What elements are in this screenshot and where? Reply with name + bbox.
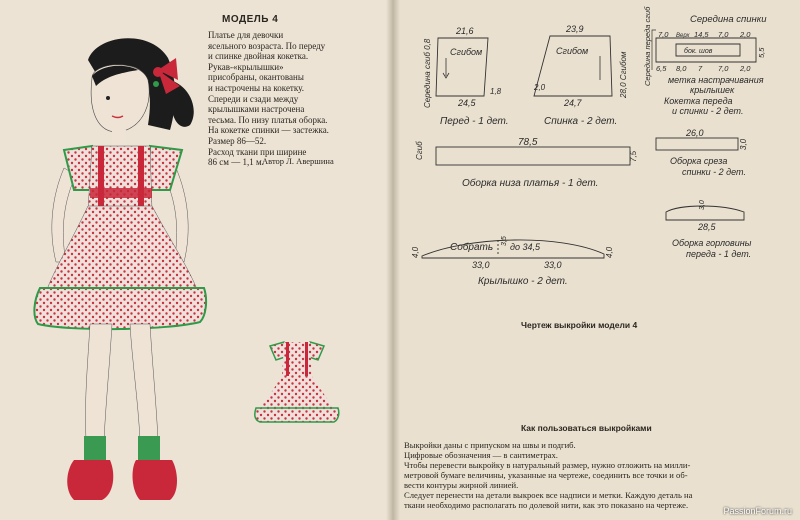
wing-caption: Крылышко - 2 дет. [478, 276, 568, 287]
wing-middle-label: 3,5 [501, 236, 508, 246]
yoke-row3-0: 6,5 [656, 64, 667, 73]
yoke-title: Середина спинки [690, 14, 767, 25]
desc-line: Рукав-«крылышки» [208, 61, 284, 72]
back-ruffle-caption-1: спинки - 2 дет. [682, 167, 746, 177]
howto-line: Выкройки даны с припуском на швы и подгиб. [404, 440, 576, 450]
yoke-row3-3: 7,0 [718, 64, 729, 73]
desc-line: Расход ткани при ширине [208, 146, 307, 157]
wing-left-label: 4,0 [411, 246, 420, 258]
front-grain-label: Сгибом [450, 47, 483, 57]
yoke-row1-3: 7,0 [718, 30, 729, 39]
howto-line: метровой бумаге величины, указанные на чертеже, соединить все точки и об- [404, 470, 688, 480]
desc-line: На кокетке спинки — застежка. [208, 125, 329, 136]
skirt-ruffle-caption: Оборка низа платья - 1 дет. [462, 178, 599, 189]
skirt-ruffle-piece [436, 147, 630, 165]
desc-line: и спинке двойная кокетка. [208, 51, 309, 62]
yoke-row3-1: 8,0 [676, 64, 687, 73]
skirt-ruffle-height: 7,5 [629, 150, 638, 162]
yoke-row2-0: бок. шов [684, 48, 713, 55]
desc-line: крылышками настрочена [208, 104, 305, 115]
desc-line: присобраны, окантованы [208, 72, 304, 83]
howto-line: Цифровые обозначения — в сантиметрах. [404, 450, 558, 460]
back-left-label: 2,0 [534, 83, 546, 92]
desc-line: тесьма. По низу платья оборка. [208, 114, 328, 125]
desc-line: Спереди и сзади между [208, 93, 299, 104]
wing-right-bottom: 33,0 [544, 260, 562, 270]
front-right-label: 1,8 [490, 87, 502, 96]
skirt-ruffle-left-label: Сгиб [415, 141, 424, 160]
front-top-label: 21,6 [456, 26, 474, 36]
skirt-ruffle-length: 78,5 [518, 137, 538, 148]
howto-title: Как пользоваться выкройками [521, 423, 652, 433]
back-ruffle-piece [656, 138, 738, 150]
yoke-caption-3: и спинки - 2 дет. [672, 106, 744, 116]
back-top-label: 23,9 [566, 24, 584, 34]
howto-text [404, 440, 796, 510]
yoke-row1-4: 2,0 [740, 30, 751, 39]
yoke-row3-2: 7 [698, 64, 703, 73]
model-title: МОДЕЛЬ 4 [222, 14, 279, 25]
wing-to-label: до 34,5 [510, 242, 540, 252]
desc-line: 86 см — 1,1 м. [208, 157, 264, 168]
watermark: PassionForum.ru [723, 506, 792, 516]
yoke-caption-0: метка настрачивания [668, 75, 764, 85]
author-credit: Автор Л. Авершина [262, 156, 334, 166]
yoke-caption-2: Кокетка переда [664, 96, 733, 106]
back-grain-label: Сгибом [556, 46, 589, 56]
desc-line: Размер 86—52. [208, 135, 267, 146]
howto-line: вести контуры жирной линией. [404, 480, 519, 490]
neck-ruffle-height: 3,0 [699, 200, 706, 210]
back-right-label: 28,0 Сгибом [619, 51, 628, 98]
howto-line: Чтобы перевести выкройку в натуральный размер, нужно отложить на милли- [404, 460, 691, 470]
back-ruffle-length: 26,0 [686, 128, 704, 138]
yoke-right-label: 5,5 [757, 47, 766, 58]
back-caption: Спинка - 2 дет. [544, 116, 618, 127]
desc-line: Платье для девочки [208, 30, 284, 40]
back-ruffle-height: 3,0 [739, 138, 748, 150]
howto-line: ткани необходимо располагать по долевой нити, как это показано на чертеже. [404, 500, 689, 510]
neck-ruffle-length: 28,5 [698, 222, 716, 232]
pattern-caption: Чертеж выкройки модели 4 [521, 320, 638, 330]
desc-line: и настрочены на кокетку. [208, 82, 304, 93]
front-caption: Перед - 1 дет. [440, 116, 509, 127]
neck-ruffle-caption-0: Оборка горловины [672, 238, 752, 248]
yoke-row1-2: 14,5 [694, 30, 709, 39]
front-left-label: Середина сгиб 0,8 [423, 38, 432, 108]
yoke-row3-4: 2,0 [740, 64, 751, 73]
back-bottom-label: 24,7 [564, 98, 582, 108]
wing-left-bottom: 33,0 [472, 260, 490, 270]
yoke-left-label: Середина переда сгиб [643, 6, 652, 86]
wing-gather-label: Собрать [450, 242, 494, 253]
wing-right-label: 4,0 [605, 246, 614, 258]
yoke-row1-1: Верх [676, 33, 690, 39]
yoke-row1-0: 7,0 [658, 30, 669, 39]
front-bottom-label: 24,5 [458, 98, 476, 108]
back-ruffle-caption-0: Оборка среза [670, 156, 728, 166]
yoke-caption-1: крылышек [690, 85, 735, 95]
desc-line: ясельного возраста. По переду [208, 40, 326, 51]
neck-ruffle-caption-1: переда - 1 дет. [686, 249, 752, 259]
howto-line: Следует перенести на детали выкроек все надписи и метки. Каждую деталь на [404, 490, 693, 500]
